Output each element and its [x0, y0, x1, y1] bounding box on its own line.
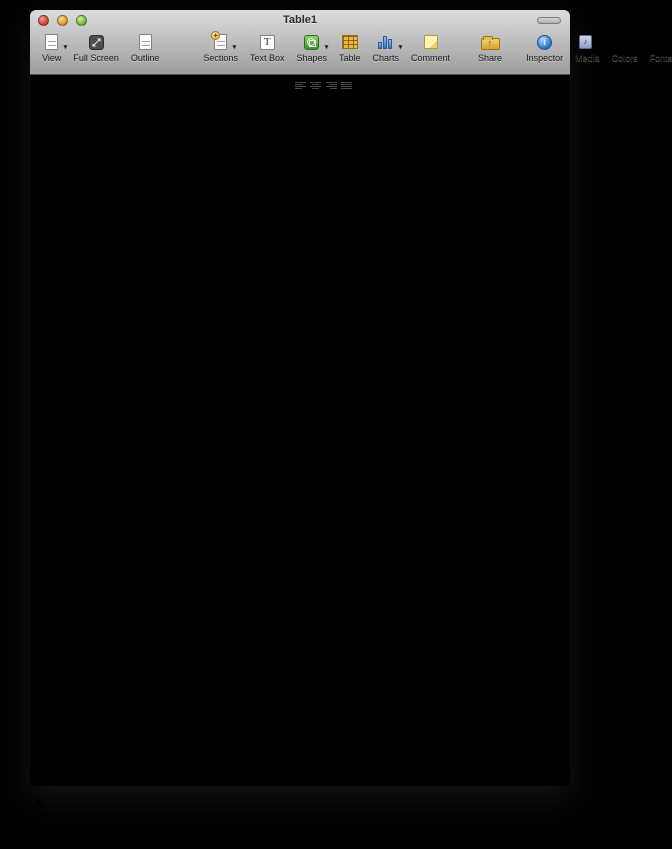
- table-cell[interactable]: 1.34: [450, 670, 482, 687]
- toolbar: [30, 30, 672, 74]
- table-cell[interactable]: 1.116: [199, 170, 239, 187]
- column-header[interactable]: L33D-2: [296, 148, 350, 165]
- toolbar-toggle-button[interactable]: [537, 17, 561, 24]
- table-cell[interactable]: 0.034 (0.315): [283, 498, 335, 533]
- chevron-down-icon: ▾: [314, 831, 323, 848]
- row-label[interactable]: [32, 559, 197, 579]
- table-cell[interactable]: 52.07: [366, 476, 407, 493]
- table-cell[interactable]: P 21 21 21: [366, 250, 444, 267]
- format-bar: [30, 75, 570, 95]
- row-label-line: RMS(bonds): [33, 648, 123, 665]
- row-label[interactable]: [32, 497, 197, 535]
- row-label[interactable]: [32, 395, 197, 433]
- row-label-line: Clashscore: [33, 772, 114, 789]
- align-right-icon: [326, 81, 337, 90]
- table-cell[interactable]: 18.29: [283, 476, 324, 493]
- table-cell[interactable]: 1.893: [366, 170, 407, 187]
- table-cell[interactable]: 50: [366, 626, 385, 643]
- stepper-icon: ▴▾: [190, 77, 207, 94]
- toolbar-button-text-box[interactable]: [250, 32, 285, 63]
- row-label-line: R-factor: [33, 538, 90, 555]
- table-cell[interactable]: 9124: [199, 582, 236, 599]
- table-cell[interactable]: 51.71 - 1.6 (1.69 - 1.6): [283, 201, 363, 236]
- row-label-line: oms: [130, 582, 162, 599]
- toolbar-label: Colors: [611, 53, 638, 63]
- alignment-group: [295, 77, 357, 94]
- table-cell[interactable]: 96: [366, 701, 385, 718]
- table-cell[interactable]: 3.8 (3.1): [283, 374, 344, 391]
- table-cell[interactable]: 15.00 (1.70): [450, 436, 493, 471]
- highlight-label: a: [241, 77, 251, 94]
- table-cell[interactable]: 6430: [366, 352, 403, 369]
- table-cell[interactable]: 94: [450, 701, 469, 718]
- row-label[interactable]: [32, 625, 197, 645]
- table-cell[interactable]: 20 - 2.9 (3.06 - 2.9): [366, 201, 446, 236]
- row-label-line: R-sym: [33, 507, 80, 524]
- table-cell[interactable]: 1.116: [283, 170, 323, 187]
- toolbar-label: Fonts: [649, 53, 672, 63]
- row-label[interactable]: [32, 351, 197, 371]
- align-center-icon: [310, 81, 321, 90]
- table-row: [32, 559, 532, 579]
- table-cell[interactable]: 3.7 (3.6): [366, 374, 427, 391]
- toolbar-label: Media: [575, 53, 600, 63]
- previous-page-button[interactable]: ▲: [259, 831, 276, 848]
- row-label-line: Wavelength: [33, 170, 117, 187]
- table-cell[interactable]: [199, 475, 281, 495]
- toolbar-label: Share: [478, 53, 503, 63]
- table-cell[interactable]: 41813: [283, 352, 329, 369]
- row-label[interactable]: [32, 169, 197, 189]
- align-left-icon: [295, 81, 306, 90]
- table-cell[interactable]: 98: [283, 701, 302, 718]
- corner-header-cell[interactable]: [32, 147, 197, 167]
- line-spacing-icon: ↕: [356, 77, 365, 94]
- table-cell[interactable]: 0.087 (0.406): [366, 498, 418, 533]
- row-label-line: (Ã…): [116, 170, 155, 187]
- table-cell[interactable]: 0.1454: [283, 538, 333, 555]
- align-left-button[interactable]: [295, 77, 306, 94]
- paragraph-mark: ¶: [30, 77, 39, 94]
- table-cell[interactable]: 0.2579: [199, 560, 249, 577]
- table-row: [32, 625, 532, 645]
- align-center-button[interactable]: [310, 77, 321, 94]
- table-cell[interactable]: 2593: [283, 582, 320, 599]
- table-row: [32, 669, 532, 689]
- font-size-value: 12: [211, 77, 230, 94]
- char-mark: a: [51, 77, 60, 94]
- row-label-line: Unique reflec-: [33, 352, 133, 369]
- table-row: [32, 373, 532, 393]
- table-row: [32, 249, 532, 269]
- close-button[interactable]: [38, 15, 49, 26]
- shapes-icon: [304, 35, 319, 50]
- table-cell[interactable]: 158652: [283, 330, 338, 347]
- row-label-line: Multiplicity: [33, 374, 107, 391]
- scroll-down-arrow-icon[interactable]: ▼: [30, 811, 46, 828]
- table-cell[interactable]: 291180: [199, 330, 252, 347]
- table-cell[interactable]: P 1 21 1: [199, 250, 260, 267]
- row-label[interactable]: [32, 271, 197, 327]
- table-cell[interactable]: 0.075 (0.59): [450, 498, 493, 533]
- next-page-button[interactable]: ▼: [279, 831, 296, 848]
- table-cell[interactable]: 7.14: [283, 772, 315, 789]
- zoom-control[interactable]: [30, 831, 87, 848]
- row-label[interactable]: [32, 647, 197, 667]
- toolbar-button-shapes[interactable]: [296, 32, 327, 63]
- line-spacing-control[interactable]: [357, 77, 390, 94]
- row-label-line: Resolution: [33, 210, 109, 227]
- table-cell[interactable]: 2063: [366, 582, 403, 599]
- comment-icon: [424, 35, 438, 49]
- table-cell[interactable]: 75618: [199, 352, 245, 369]
- toolbar-label: Charts: [372, 53, 400, 63]
- row-label[interactable]: [32, 731, 197, 769]
- window-chrome: [30, 10, 672, 75]
- row-label[interactable]: [32, 581, 197, 601]
- word-count: 217 Words: [91, 831, 169, 848]
- row-label-line: tions: [132, 352, 167, 369]
- row-label[interactable]: [32, 435, 197, 473]
- character-style-button[interactable]: [51, 77, 68, 94]
- table-cell[interactable]: 4079: [450, 582, 487, 599]
- row-label[interactable]: [32, 475, 197, 495]
- table-cell[interactable]: 907: [199, 626, 227, 643]
- table-row: [32, 271, 532, 327]
- list-button[interactable]: [407, 77, 415, 94]
- toolbar-button-share[interactable]: [478, 32, 502, 63]
- toolbar-label: Outline: [130, 53, 160, 63]
- toolbar-button-sections[interactable]: [203, 32, 238, 63]
- row-label[interactable]: [32, 249, 197, 269]
- table-cell[interactable]: 20 - 2.35 (2.43 - 2.35): [450, 192, 514, 245]
- stepper-icon: ▴▾: [70, 831, 87, 848]
- table-cell[interactable]: 99.50 (97.10): [199, 396, 251, 431]
- table-cell[interactable]: 352: [283, 626, 311, 643]
- table-cell[interactable]: 0.2150: [450, 538, 500, 555]
- plus-badge-icon: +: [211, 31, 220, 40]
- table-icon: [342, 35, 358, 49]
- row-label-line: Wilson B-: [33, 476, 102, 493]
- table-cell[interactable]: 0.2766: [366, 560, 416, 577]
- table-row: [32, 351, 532, 371]
- table-cell[interactable]: 0.1824: [283, 560, 333, 577]
- chevron-down-icon: ▾: [38, 77, 47, 94]
- title-bar[interactable]: [30, 10, 570, 30]
- row-label-line: Number of at-: [33, 582, 131, 599]
- paragraph-style-button[interactable]: [30, 77, 47, 94]
- gear-menu-button[interactable]: [300, 831, 322, 848]
- table-row: [32, 329, 532, 349]
- table-cell[interactable]: 274: [283, 604, 311, 621]
- toolbar-button-full-screen[interactable]: [73, 32, 119, 63]
- table-cell[interactable]: 0.007: [450, 648, 491, 665]
- table-row: [32, 395, 532, 433]
- table-cell[interactable]: 34148: [450, 330, 496, 347]
- table-cell[interactable]: 0.76: [366, 741, 398, 758]
- row-label-line: Unit cell: [33, 290, 90, 307]
- table-cell[interactable]: 23.24: [450, 772, 491, 789]
- table-cell[interactable]: 1068: [199, 604, 236, 621]
- bold-button[interactable]: B: [254, 77, 266, 94]
- table-row: [32, 435, 532, 473]
- vertical-scrollbar[interactable]: [30, 793, 570, 829]
- row-label-line: dues: [119, 604, 154, 621]
- toolbar-button-outline[interactable]: [131, 32, 160, 63]
- zoom-button[interactable]: [76, 15, 87, 26]
- row-label[interactable]: [32, 537, 197, 557]
- status-bar: [30, 829, 570, 849]
- table-cell[interactable]: 0.017: [366, 648, 407, 665]
- italic-button[interactable]: I: [270, 77, 275, 94]
- toolbar-label: Comment: [411, 53, 451, 63]
- gear-icon: ⚙: [299, 831, 315, 848]
- charts-icon: [378, 35, 393, 49]
- row-label-line: RMS(angles): [33, 670, 127, 687]
- table-cell[interactable]: 1.80: [283, 670, 315, 687]
- row-label-line: range (Ã…): [108, 210, 192, 227]
- table-header-row: [32, 147, 532, 167]
- align-justify-button[interactable]: [341, 77, 352, 94]
- pages-window: [30, 10, 672, 848]
- font-size-combo[interactable]: [211, 77, 237, 94]
- row-label[interactable]: [32, 373, 197, 393]
- row-label-line: cules: [119, 626, 157, 643]
- sections-icon: [213, 31, 227, 50]
- chevron-down-icon: ▾: [324, 44, 329, 51]
- row-label-line: R-free: [33, 560, 78, 577]
- row-label-line: Ramachandran: [33, 732, 143, 749]
- chevron-down-icon: ▾: [406, 77, 415, 94]
- table-cell[interactable]: 266: [450, 604, 478, 621]
- caption-text: Table 1. Data collection and refinement statistics.: [30, 111, 377, 128]
- highlight-color-well[interactable]: [242, 77, 251, 94]
- toolbar-button-table[interactable]: [339, 32, 361, 63]
- toolbar-button-colors[interactable]: [612, 32, 638, 63]
- table-cell[interactable]: 20 - 2.0 (2.07 - 2.0): [199, 201, 279, 236]
- table-cell[interactable]: 99.70 (99.90): [366, 396, 418, 431]
- table-row: [32, 771, 532, 791]
- row-label-line: Protein resi-: [33, 604, 120, 621]
- table-cell[interactable]: 80.9 51.5 141 90 107 90: [199, 272, 267, 325]
- row-label-line: Space group: [33, 250, 124, 267]
- table-cell[interactable]: 0.2009: [199, 538, 249, 555]
- stepper-icon: ▴▾: [138, 77, 155, 94]
- chevron-down-icon: ▾: [398, 44, 403, 51]
- chevron-down-icon: ▾: [232, 44, 237, 51]
- table-cell[interactable]: 0: [199, 741, 209, 758]
- table-row: [32, 497, 532, 535]
- table-cell[interactable]: 1.61: [199, 670, 231, 687]
- table-row: [32, 691, 532, 729]
- table-cell[interactable]: 0: [283, 741, 293, 758]
- page[interactable]: [30, 111, 570, 793]
- row-label[interactable]: [32, 329, 197, 349]
- inspector-icon: i: [537, 35, 552, 50]
- row-label-line: factor: [101, 476, 142, 493]
- table-row: [32, 647, 532, 667]
- column-header[interactable]: L33D-3: [380, 148, 434, 165]
- toolbar-button-charts[interactable]: [372, 32, 403, 63]
- row-label-line: favored (%): [33, 692, 196, 727]
- row-label-line: Completeness: [33, 405, 136, 422]
- table-row: [32, 537, 532, 557]
- chevron-down-icon: ▾: [59, 77, 69, 94]
- table-cell[interactable]: P 21 21 21: [450, 250, 528, 267]
- table-cell[interactable]: 18.20 (3.40): [283, 436, 326, 471]
- table-cell[interactable]: 40.5 51.1 135 90 90 90: [450, 272, 522, 325]
- share-icon: [481, 38, 500, 50]
- table-row: [32, 581, 532, 601]
- row-label-line: I/sigma(I): [33, 445, 100, 462]
- table-cell[interactable]: 0.2884: [450, 560, 500, 577]
- table-cell[interactable]: 15: [450, 626, 469, 643]
- row-label-line: (%): [135, 405, 161, 422]
- underline-button[interactable]: U: [279, 77, 291, 94]
- row-label[interactable]: [32, 771, 197, 791]
- column-header[interactable]: D76A: [470, 148, 512, 165]
- toolbar-button-media[interactable]: [575, 32, 600, 63]
- font-style-select[interactable]: [159, 77, 207, 94]
- table-row: [32, 191, 532, 247]
- column-header[interactable]: L33D-1: [213, 148, 267, 165]
- table-cell[interactable]: 0.026: [283, 648, 324, 665]
- toolbar-button-fonts[interactable]: [650, 32, 672, 63]
- row-label[interactable]: [32, 603, 197, 623]
- outline-icon: [139, 34, 152, 50]
- columns-button[interactable]: [394, 77, 402, 94]
- row-label[interactable]: [32, 191, 197, 247]
- table-cell[interactable]: 11.90 (2.25): [199, 436, 242, 471]
- row-label-line: Water mole-: [33, 626, 120, 643]
- document-table-caption[interactable]: [30, 111, 570, 129]
- stepper-icon: ▴▾: [373, 77, 390, 94]
- align-justify-icon: [341, 81, 352, 90]
- row-label-line: Total reflec-: [33, 330, 116, 347]
- table-cell[interactable]: 40.2 50.6 133 90 90 90: [366, 272, 438, 325]
- table-cell[interactable]: 8.36: [199, 772, 231, 789]
- table-cell[interactable]: 39.3 51.6 155 90 90 90: [283, 272, 355, 325]
- toolbar-button-view[interactable]: [42, 32, 68, 63]
- page-indicator: Page 1 of 2: [172, 831, 255, 848]
- row-label[interactable]: [32, 691, 197, 729]
- table-cell[interactable]: 99: [199, 701, 218, 718]
- table-row: [32, 603, 532, 623]
- document-area: [30, 95, 570, 829]
- textbox-icon: T: [260, 35, 275, 50]
- toolbar-label: Full Screen: [73, 53, 119, 63]
- window-title: Table1: [282, 14, 318, 26]
- fullscreen-icon: [89, 35, 104, 50]
- font-family-select[interactable]: [72, 77, 154, 94]
- table-cell[interactable]: 1.14: [366, 670, 398, 687]
- table-cell[interactable]: 97.90 (88.20): [283, 396, 335, 431]
- table-cell[interactable]: 268: [366, 604, 394, 621]
- table-cell[interactable]: 96.50 (95.10): [450, 396, 502, 431]
- align-right-button[interactable]: [326, 77, 337, 94]
- toolbar-button-inspector[interactable]: [526, 32, 563, 63]
- table-cell[interactable]: 1.116: [450, 170, 490, 187]
- table-cell[interactable]: 0.2106: [366, 538, 416, 555]
- table-row: [32, 731, 532, 769]
- toolbar-label: Inspector: [526, 53, 564, 63]
- minimize-button[interactable]: [57, 15, 68, 26]
- row-label-line: tions: [115, 330, 150, 347]
- font-style-value: Bold: [158, 77, 191, 94]
- font-family-value: Helvetica: [72, 77, 139, 94]
- chevron-down-icon: ▾: [229, 77, 238, 94]
- zoom-level: 125%: [30, 831, 71, 848]
- table-cell[interactable]: 0.017: [199, 648, 240, 665]
- view-icon: [45, 34, 58, 50]
- table-cell[interactable]: 11854: [450, 352, 495, 369]
- toolbar-label: View: [42, 53, 62, 63]
- toolbar-label: Text Box: [249, 53, 285, 63]
- toolbar-button-comment[interactable]: [411, 32, 450, 63]
- line-spacing-value: 1: [364, 77, 374, 94]
- table-cell[interactable]: 2.9 (2.3): [450, 374, 511, 391]
- media-icon: [579, 35, 596, 49]
- row-label-line: outliers (%): [33, 732, 194, 767]
- table-row: [32, 475, 532, 495]
- toolbar-label: Sections: [203, 53, 238, 63]
- table-cell[interactable]: 0.76: [450, 741, 482, 758]
- fonts-icon: A: [655, 33, 667, 50]
- table-cell[interactable]: 0.097 (0.429): [199, 498, 251, 533]
- table-cell[interactable]: P 21 21 21: [283, 250, 361, 267]
- toolbar-label: Table: [339, 53, 361, 63]
- table-cell[interactable]: 3.9 (3.3): [199, 374, 260, 391]
- table-cell[interactable]: 23610: [366, 330, 412, 347]
- toolbar-label: Shapes: [296, 53, 327, 63]
- table-cell[interactable]: 35.59: [450, 476, 491, 493]
- table-row: [32, 169, 532, 189]
- table-cell[interactable]: 11.10 (3.10): [366, 436, 409, 471]
- row-label[interactable]: [32, 669, 197, 689]
- chevron-down-icon: ▾: [63, 44, 68, 51]
- chevron-down-icon: ▾: [394, 77, 403, 94]
- statistics-table[interactable]: [30, 145, 534, 793]
- table-cell[interactable]: 11.79: [366, 772, 406, 789]
- row-label-line: Ramachandran: [33, 692, 143, 709]
- scroll-up-arrow-icon[interactable]: ▲: [30, 793, 46, 810]
